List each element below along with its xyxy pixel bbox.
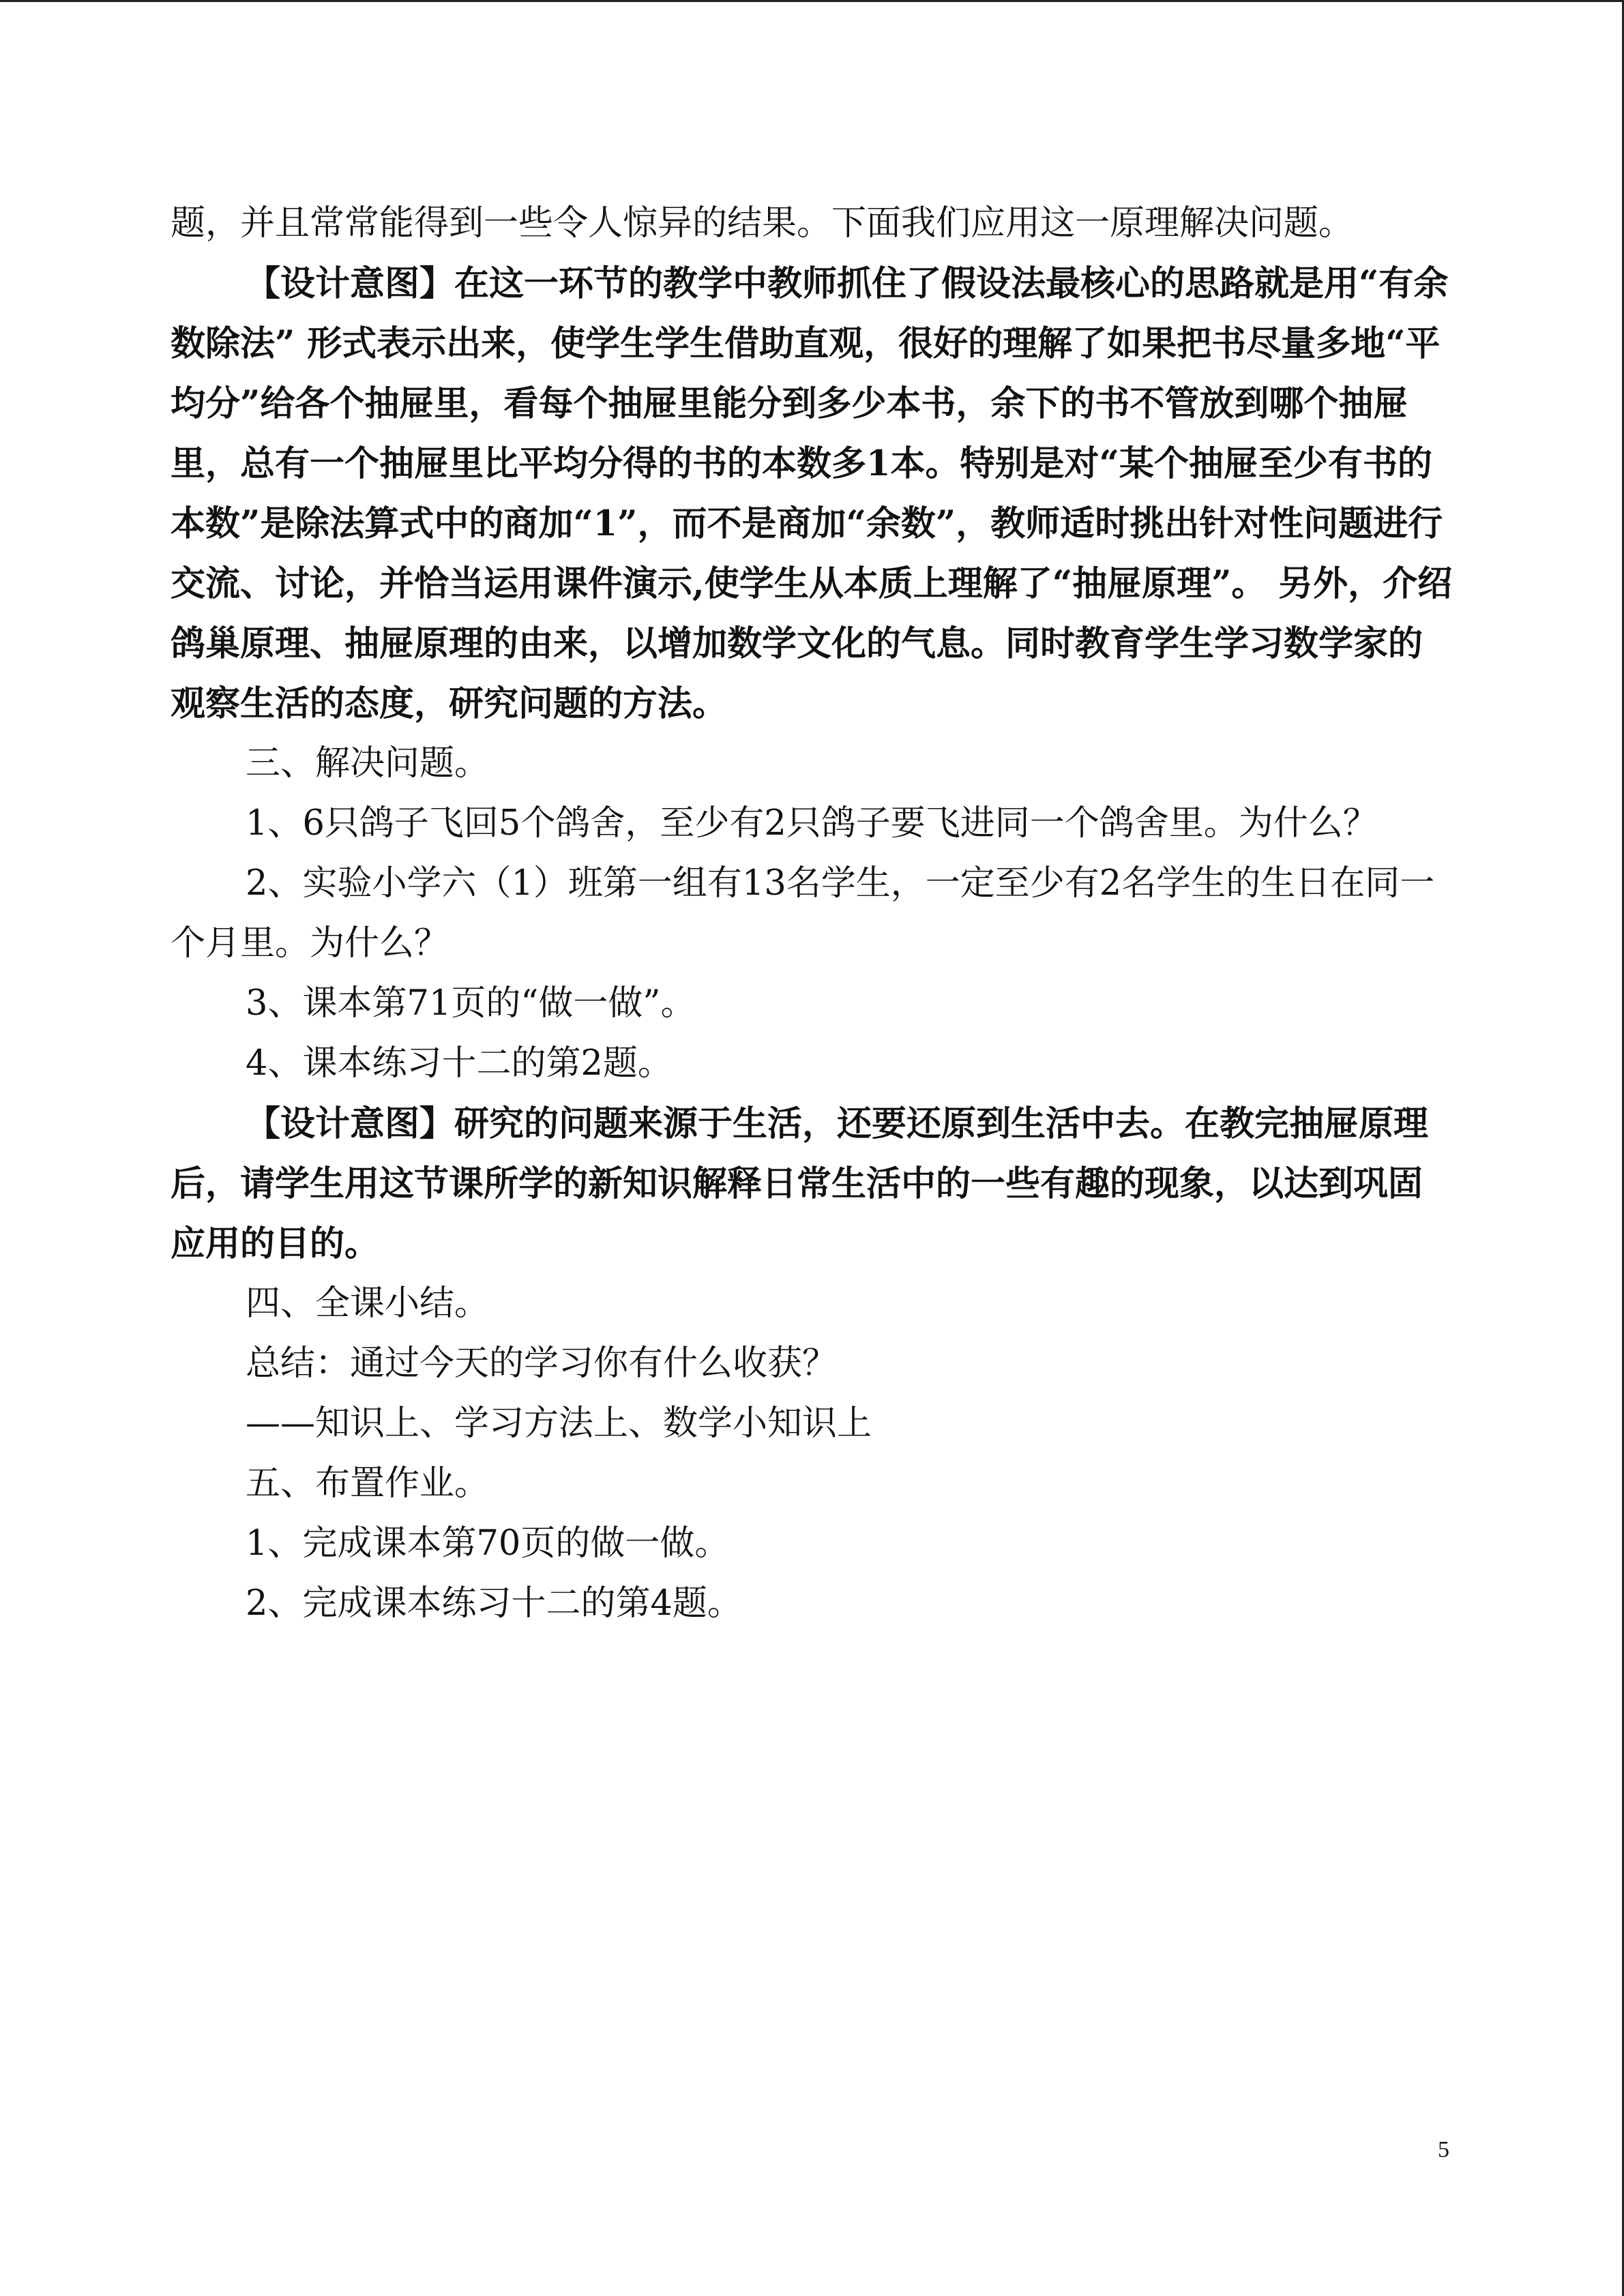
paragraph-intro-continuation: 题，并且常常能得到一些令人惊异的结果。下面我们应用这一原理解决问题。 bbox=[171, 203, 1354, 243]
paragraph-design-intent-1: 【设计意图】在这一环节的教学中教师抓住了假设法最核心的思路就是用“有余数除法” 形式表示出来，使学生学生借助直观，很好的理解了如果把书尽量多地“平均分”给各个抽屉里，看每个抽屉里能分到多少本书，余下的书不管放到哪个抽屉里，总有一个抽屉里比平均分得的书的本数多1本。特别是对“某个抽屉至少有书的本数”是除法算式中的商加“1”，而不是商加“余数”，教师适时挑出针对性问题进行交流、讨论，并恰当运用课件演示,使学生从本质上理解了“抽屉原理”。 另外，介绍鸽巢原理、抽屉原理的由来，以增加数学文化的气息。同时教育学生学习数学家的观察生活的态度，研究问题的方法。 bbox=[171, 263, 1453, 724]
heading-summary: 四、全课小结。 bbox=[246, 1283, 490, 1324]
page-number: 5 bbox=[1438, 2137, 1449, 2162]
paragraph-design-intent-2: 【设计意图】研究的问题来源于生活，还要还原到生活中去。在教完抽屉原理后，请学生用这节课所学的新知识解释日常生活中的一些有趣的现象，以达到巩固应用的目的。 bbox=[171, 1103, 1429, 1264]
homework-item-1: 1、完成课本第70页的做一做。 bbox=[246, 1523, 730, 1564]
summary-answer: ——知识上、学习方法上、数学小知识上 bbox=[246, 1403, 872, 1444]
heading-homework: 五、布置作业。 bbox=[246, 1463, 490, 1504]
summary-question: 总结：通过今天的学习你有什么收获？ bbox=[246, 1343, 838, 1384]
document-body bbox=[171, 194, 1453, 1634]
heading-solve-problems: 三、解决问题。 bbox=[246, 743, 490, 784]
problem-item-2: 2、实验小学六（1）班第一组有13名学生，一定至少有2名学生的生日在同一个月里。为什么？ bbox=[171, 863, 1435, 964]
homework-item-2: 2、完成课本练习十二的第4题。 bbox=[246, 1583, 742, 1624]
problem-item-3: 3、课本第71页的“做一做”。 bbox=[246, 983, 696, 1024]
problem-item-1: 1、6只鸽子飞回5个鸽舍，至少有2只鸽子要飞进同一个鸽舍里。为什么？ bbox=[246, 803, 1378, 844]
problem-item-4: 4、课本练习十二的第2题。 bbox=[246, 1043, 673, 1084]
